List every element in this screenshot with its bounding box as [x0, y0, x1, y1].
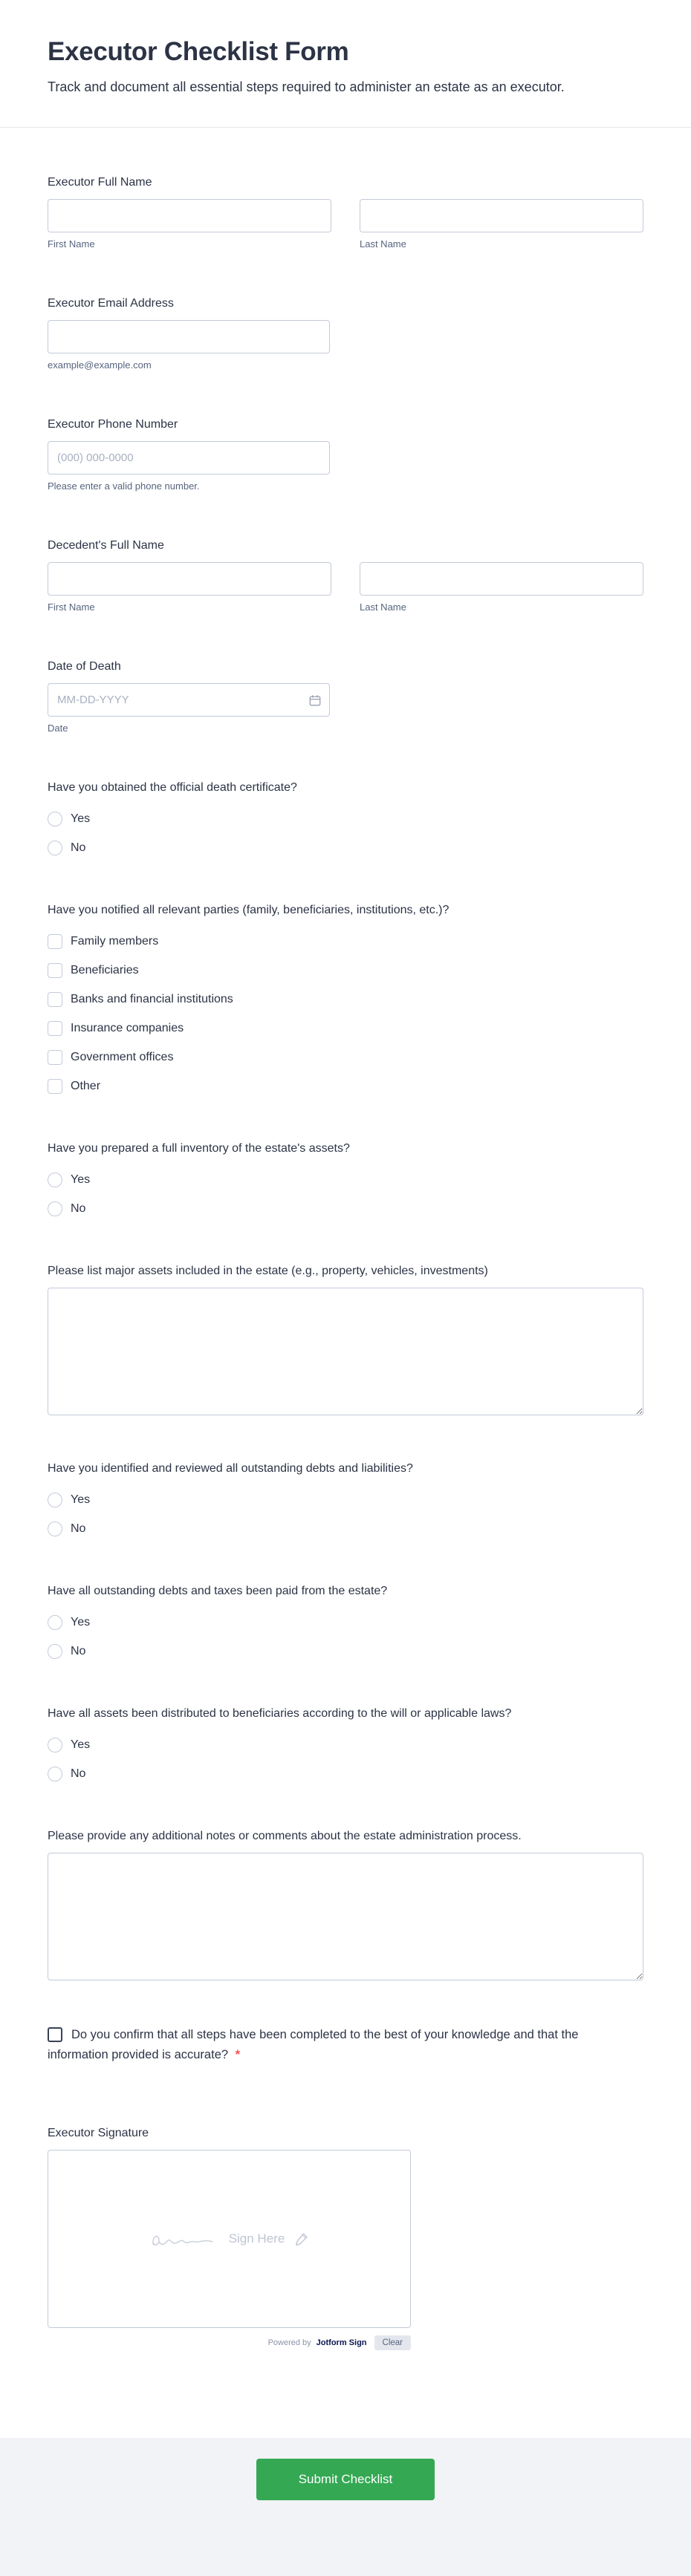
- radio-group: [48, 1736, 643, 1783]
- last-name-column: [360, 562, 643, 613]
- radio-icon[interactable]: [48, 812, 62, 826]
- checkbox-option-label: Other: [71, 1080, 101, 1092]
- checkbox-option-other[interactable]: [48, 1077, 643, 1095]
- radio-option-label: No: [71, 1522, 86, 1535]
- last-name-column: [360, 199, 643, 250]
- radio-option-yes[interactable]: [48, 1171, 643, 1189]
- confirmation-label: Do you confirm that all steps have been completed to the best of your knowledge and that the information provided is accurate?: [48, 2028, 579, 2061]
- radio-group: [48, 810, 643, 857]
- required-asterisk: *: [235, 2048, 241, 2061]
- field-notes: [48, 1827, 643, 1980]
- checkbox-option-insurance[interactable]: [48, 1020, 643, 1037]
- name-input-row: [48, 562, 643, 613]
- checkbox-icon[interactable]: [48, 934, 62, 949]
- radio-option-label: Yes: [71, 1173, 91, 1186]
- signature-pad[interactable]: [48, 2150, 411, 2328]
- radio-option-label: Yes: [71, 1493, 91, 1506]
- field-label: Executor Phone Number: [48, 418, 178, 431]
- field-executor-phone: [48, 416, 643, 492]
- executor-email-input[interactable]: [48, 320, 330, 353]
- first-name-column: [48, 199, 331, 250]
- radio-icon[interactable]: [48, 1767, 62, 1781]
- radio-icon[interactable]: [48, 1493, 62, 1507]
- checkbox-option-family-members[interactable]: [48, 933, 643, 950]
- question-label: Please list major assets included in the estate (e.g., property, vehicles, investments): [48, 1265, 488, 1277]
- checkbox-option-beneficiaries[interactable]: [48, 962, 643, 979]
- radio-option-no[interactable]: [48, 1765, 643, 1783]
- field-label: Date of Death: [48, 660, 121, 673]
- radio-group: [48, 1491, 643, 1538]
- checkbox-option-label: Family members: [71, 935, 159, 948]
- email-sublabel: example@example.com: [48, 359, 152, 371]
- radio-option-no[interactable]: [48, 1200, 643, 1218]
- checkbox-icon[interactable]: [48, 992, 62, 1007]
- signature-squiggle-icon: [149, 2225, 220, 2253]
- page-title: Executor Checklist Form: [48, 37, 349, 66]
- executor-first-name-input[interactable]: [48, 199, 331, 232]
- executor-last-name-input[interactable]: [360, 199, 643, 232]
- field-confirmation: [48, 2025, 643, 2065]
- first-name-sublabel: First Name: [48, 601, 95, 613]
- field-debts-paid: [48, 1582, 643, 1660]
- question-label: Please provide any additional notes or comments about the estate administration process.: [48, 1830, 522, 1842]
- checkbox-icon[interactable]: [48, 1079, 62, 1094]
- decedent-first-name-input[interactable]: [48, 562, 331, 596]
- question-label: Have you notified all relevant parties (family, beneficiaries, institutions, etc.)?: [48, 904, 450, 916]
- checkbox-option-label: Banks and financial institutions: [71, 993, 233, 1005]
- field-label: Executor Signature: [48, 2127, 149, 2139]
- date-input-wrapper: [48, 683, 330, 717]
- field-executor-full-name: [48, 174, 643, 250]
- field-date-of-death: [48, 658, 643, 734]
- question-label: Have you obtained the official death certificate?: [48, 781, 297, 794]
- first-name-sublabel: First Name: [48, 238, 95, 250]
- radio-icon[interactable]: [48, 1522, 62, 1536]
- checkbox-option-label: Government offices: [71, 1051, 174, 1063]
- radio-option-yes[interactable]: [48, 1491, 643, 1509]
- field-assets-list: [48, 1262, 643, 1415]
- checkbox-option-label: Insurance companies: [71, 1022, 184, 1034]
- field-executor-email: [48, 295, 643, 371]
- radio-option-no[interactable]: [48, 1643, 643, 1660]
- last-name-sublabel: Last Name: [360, 601, 406, 613]
- checkbox-icon[interactable]: [48, 1050, 62, 1065]
- radio-icon[interactable]: [48, 1173, 62, 1187]
- field-inventory: [48, 1140, 643, 1218]
- radio-option-yes[interactable]: [48, 810, 643, 828]
- radio-icon[interactable]: [48, 1201, 62, 1216]
- field-label: Executor Full Name: [48, 176, 152, 189]
- field-executor-signature: [48, 2125, 643, 2350]
- radio-option-label: Yes: [71, 1616, 91, 1628]
- name-input-row: [48, 199, 643, 250]
- assets-list-textarea[interactable]: [48, 1288, 643, 1415]
- radio-group: [48, 1171, 643, 1218]
- phone-sublabel: Please enter a valid phone number.: [48, 480, 200, 492]
- radio-option-label: Yes: [71, 812, 91, 825]
- radio-option-no[interactable]: [48, 839, 643, 857]
- radio-icon[interactable]: [48, 1615, 62, 1630]
- date-sublabel: Date: [48, 723, 68, 734]
- submit-button[interactable]: Submit Checklist: [256, 2459, 435, 2500]
- checkbox-icon[interactable]: [48, 1021, 62, 1036]
- clear-signature-button[interactable]: Clear: [374, 2335, 411, 2350]
- decedent-last-name-input[interactable]: [360, 562, 643, 596]
- radio-option-label: No: [71, 841, 86, 854]
- question-label: Have all outstanding debts and taxes been paid from the estate?: [48, 1585, 388, 1597]
- signature-footer: [48, 2335, 411, 2350]
- checkbox-group: [48, 933, 643, 1095]
- calendar-icon[interactable]: [308, 694, 322, 707]
- radio-icon[interactable]: [48, 1738, 62, 1752]
- form-subtitle: Track and document all essential steps required to administer an estate as an executor.: [48, 79, 565, 94]
- question-label: Have you identified and reviewed all outstanding debts and liabilities?: [48, 1462, 413, 1475]
- question-label: Have you prepared a full inventory of the estate's assets?: [48, 1142, 350, 1155]
- last-name-sublabel: Last Name: [360, 238, 406, 250]
- field-label: Decedent's Full Name: [48, 539, 164, 552]
- radio-group: [48, 1614, 643, 1660]
- confirmation-row[interactable]: [48, 2025, 635, 2065]
- field-assets-distributed: [48, 1705, 643, 1783]
- radio-option-label: No: [71, 1767, 86, 1780]
- radio-icon[interactable]: [48, 1644, 62, 1659]
- checkbox-option-label: Beneficiaries: [71, 964, 139, 976]
- form-header: [0, 0, 691, 127]
- field-notified-parties: [48, 901, 643, 1095]
- radio-option-label: Yes: [71, 1738, 91, 1751]
- jotform-sign-brand: Jotform Sign: [316, 2338, 367, 2347]
- sign-here-text: Sign Here: [228, 2231, 285, 2246]
- confirmation-checkbox[interactable]: [48, 2027, 62, 2042]
- pen-icon: [293, 2231, 310, 2247]
- checkbox-icon[interactable]: [48, 963, 62, 978]
- checkbox-option-banks[interactable]: [48, 991, 643, 1008]
- radio-icon[interactable]: [48, 841, 62, 855]
- notes-textarea[interactable]: [48, 1853, 643, 1980]
- date-of-death-input[interactable]: [48, 683, 330, 717]
- field-debts-reviewed: [48, 1460, 643, 1538]
- radio-option-label: No: [71, 1202, 86, 1215]
- form-body: [0, 128, 691, 2438]
- radio-option-yes[interactable]: [48, 1736, 643, 1754]
- executor-phone-input[interactable]: [48, 441, 330, 475]
- radio-option-label: No: [71, 1645, 86, 1657]
- field-death-certificate: [48, 779, 643, 857]
- first-name-column: [48, 562, 331, 613]
- radio-option-no[interactable]: [48, 1520, 643, 1538]
- powered-by-text: Powered by: [267, 2338, 311, 2347]
- question-label: Have all assets been distributed to beneficiaries according to the will or applicable laws?: [48, 1707, 512, 1720]
- field-decedent-full-name: [48, 537, 643, 613]
- field-label: Executor Email Address: [48, 297, 174, 310]
- radio-option-yes[interactable]: [48, 1614, 643, 1631]
- checkbox-option-government[interactable]: [48, 1049, 643, 1066]
- submit-section: [0, 2438, 691, 2576]
